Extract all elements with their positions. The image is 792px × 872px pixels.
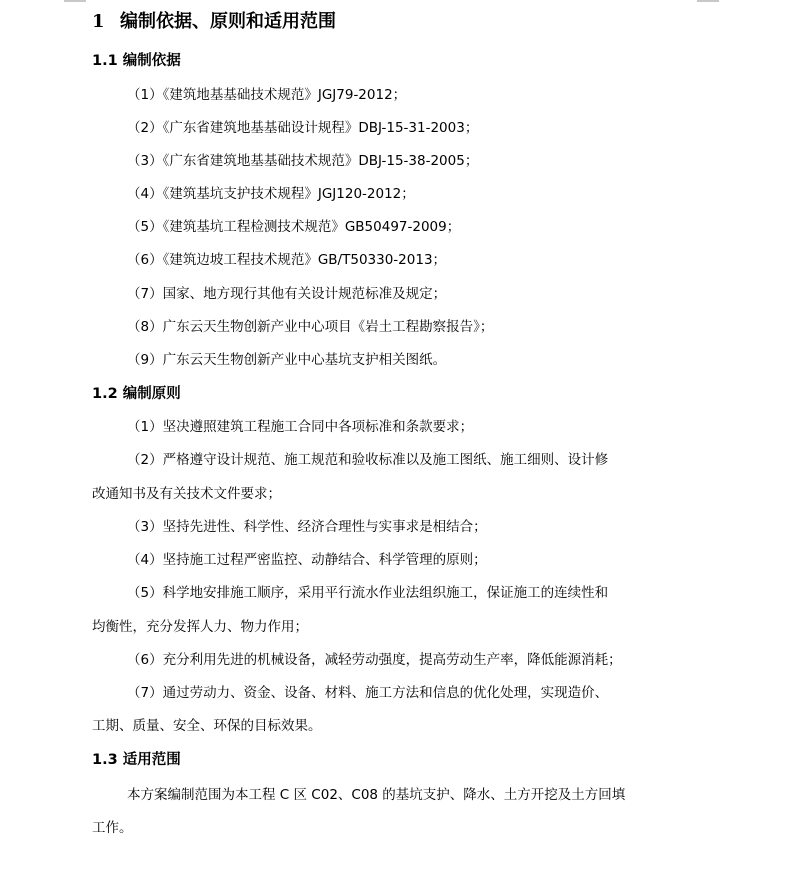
principle-line: （7）通过劳动力、资金、设备、材料、施工方法和信息的优化处理，实现造价、 (127, 685, 609, 701)
scope-line: 本方案编制范围为本工程 C 区 C02、C08 的基坑支护、降水、土方开挖及土方回填 (127, 787, 626, 803)
principle-line-continued: 改通知书及有关技术文件要求； (92, 486, 281, 502)
principle-line: （5）科学地安排施工顺序，采用平行流水作业法组织施工，保证施工的连续性和 (127, 585, 609, 601)
principle-line: （6）充分利用先进的机械设备，减轻劳动强度，提高劳动生产率，降低能源消耗； (127, 652, 622, 668)
principle-line: （2）严格遵守设计规范、施工规范和验收标准以及施工图纸、施工细则、设计修 (127, 452, 609, 468)
basis-item: （9）广东云天生物创新产业中心基坑支护相关图纸。 (127, 352, 447, 368)
section-title: 编制依据、原则和适用范围 (120, 11, 336, 32)
scope-line-continued: 工作。 (92, 820, 133, 836)
subsection-heading-1-1: 1.1 编制依据 (92, 53, 181, 69)
principle-line: （4）坚持施工过程严密监控、动静结合、科学管理的原则； (127, 552, 487, 568)
basis-item: （8）广东云天生物创新产业中心项目《岩土工程勘察报告》； (127, 319, 494, 335)
principle-line-continued: 工期、质量、安全、环保的目标效果。 (92, 718, 322, 734)
basis-item: （3）《广东省建筑地基基础技术规范》DBJ-15-38-2005； (127, 153, 479, 169)
basis-item: （7）国家、地方现行其他有关设计规范标准及规定； (127, 286, 447, 302)
basis-item: （1）《建筑地基基础技术规范》JGJ79-2012； (127, 87, 407, 103)
subsection-heading-1-2: 1.2 编制原则 (92, 386, 181, 402)
basis-item: （6）《建筑边坡工程技术规范》GB/T50330-2013； (127, 252, 447, 268)
principle-line: （3）坚持先进性、科学性、经济合理性与实事求是相结合； (127, 519, 487, 535)
subsection-heading-1-3: 1.3 适用范围 (92, 752, 181, 768)
principle-line: （1）坚决遵照建筑工程施工合同中各项标准和条款要求； (127, 419, 474, 435)
principle-line-continued: 均衡性，充分发挥人力、物力作用； (92, 619, 308, 635)
basis-item: （4）《建筑基坑支护技术规程》JGJ120-2012； (127, 186, 415, 202)
section-number: 1 (92, 11, 105, 32)
basis-item: （5）《建筑基坑工程检测技术规范》GB50497-2009； (127, 219, 461, 235)
section-heading-1 (92, 8, 336, 36)
basis-item: （2）《广东省建筑地基基础设计规程》DBJ-15-31-2003； (127, 120, 479, 136)
